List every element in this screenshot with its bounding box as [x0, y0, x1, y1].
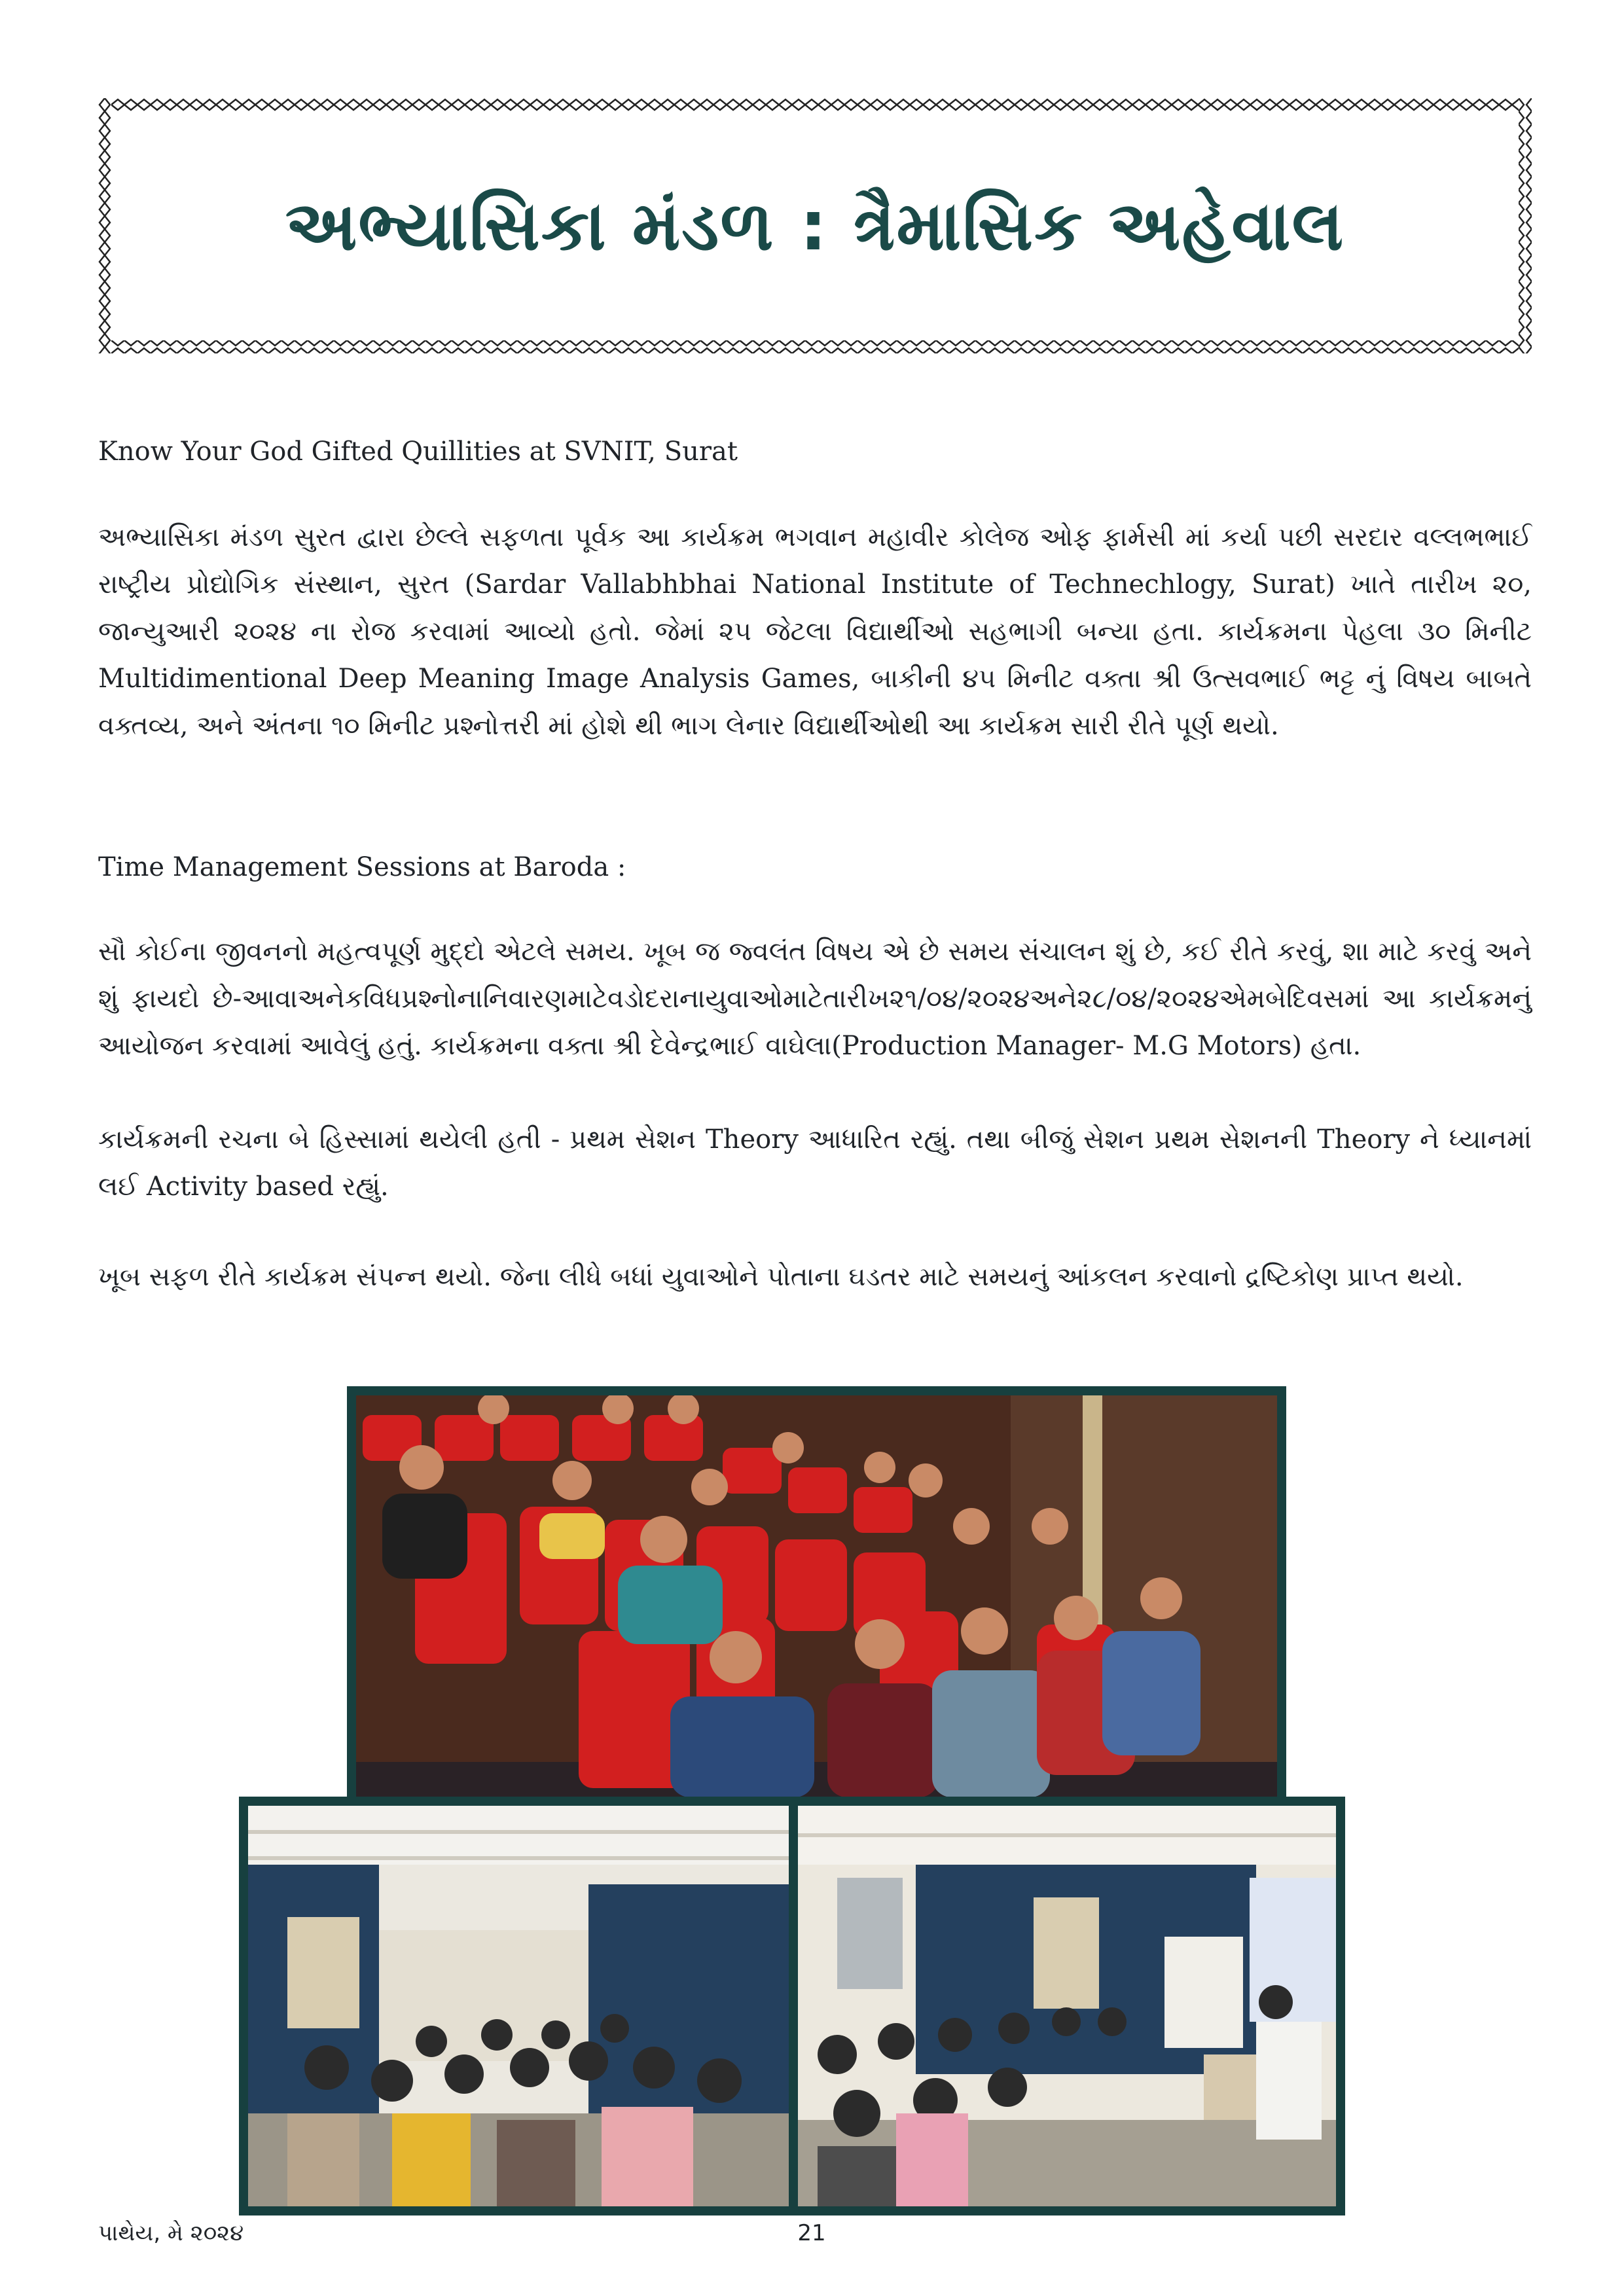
page-number: 21	[797, 2220, 826, 2246]
photo-classroom-left	[239, 1797, 799, 2215]
section-paragraph-baroda-1: સૌ કોઈના જીવનનો મહત્વપૂર્ણ મુદ્દો એટલે સમય. ખૂબ જ જ્વલંત વિષય એ છે સમય સંચાલન શું છે, કઈ રીતે કરવું, શા માટે કરવું અને શું ફાયદો છે-આવાઅનેકવિધપ્રશ્નોનાનિવારણમાટેવડોદરાનાયુવાઓમાટેતારીખ૨૧/૦૪/૨૦૨૪અને૨૮/૦૪/૨૦૨૪એમબેદિવસમાં આ કાર્યક્રમનું આયોજન કરવામાં આવેલું હતું. કાર્યક્રમના વક્તા શ્રી દેવેન્દ્રભાઈ વાઘેલા(Production Manager- M.G Motors) હતા.	[98, 937, 1532, 1061]
photo-classroom-right	[789, 1797, 1345, 2215]
section-paragraph-baroda-3: ખૂબ સફળ રીતે કાર્યક્રમ સંપન્ન થયો. જેના લીધે બધાં યુવાઓને પોતાના ઘડતર માટે સમયનું આંકલન કરવાનો દ્રષ્ટિકોણ પ્રાપ્ત થયો.	[98, 1262, 1464, 1292]
photo-auditorium	[347, 1386, 1286, 1806]
section-paragraph-baroda-2: કાર્યક્રમની રચના બે હિસ્સામાં થયેલી હતી - પ્રથમ સેશન Theory આધારિત રહ્યું. તથા બીજું સેશન પ્રથમ સેશનની Theory ને ધ્યાનમાં લઈ Activity based રહ્યું.	[98, 1124, 1532, 1202]
section-paragraph-svnit: અભ્યાસિકા મંડળ સુરત દ્વારા છેલ્લે સફળતા પૂર્વક આ કાર્યક્રમ ભગવાન મહાવીર કોલેજ ઓફ ફાર્મસી માં કર્યા પછી સરદાર વલ્લભભાઈ રાષ્ટ્રીય પ્રોદ્યોગિક સંસ્થાન, સુરત (Sardar Vallabhbhai National Institute of Technechlogy, Surat) ખાતે તારીખ ૨૦, જાન્યુઆરી ૨૦૨૪ ના રોજ કરવામાં આવ્યો હતો. જેમાં ૨૫ જેટલા વિદ્યાર્થીઓ સહભાગી બન્યા હતા. કાર્યક્રમના પેહલા ૩૦ મિનીટ Multidimentional Deep Meaning Image Analysis Games, બાકીની ૪૫ મિનીટ વક્તા શ્રી ઉત્સવભાઈ ભટ્ટ નું વિષય બાબતે વક્તવ્ય, અને અંતના ૧૦ મિનીટ પ્રશ્નોત્તરી માં હોશે થી ભાગ લેનાર વિદ્યાર્થીઓથી આ કાર્યક્રમ સારી રીતે પૂર્ણ થયો.	[98, 522, 1532, 741]
section-heading-baroda: Time Management Sessions at Baroda :	[98, 852, 626, 882]
title-frame	[98, 98, 1532, 353]
footer-publication: પાથેય, મે ૨૦૨૪	[98, 2220, 244, 2246]
page-title: અભ્યાસિકા મંડળ : ત્રૈમાસિક અહેવાલ	[285, 185, 1345, 266]
section-heading-svnit: Know Your God Gifted Quillities at SVNIT, Surat	[98, 437, 738, 467]
